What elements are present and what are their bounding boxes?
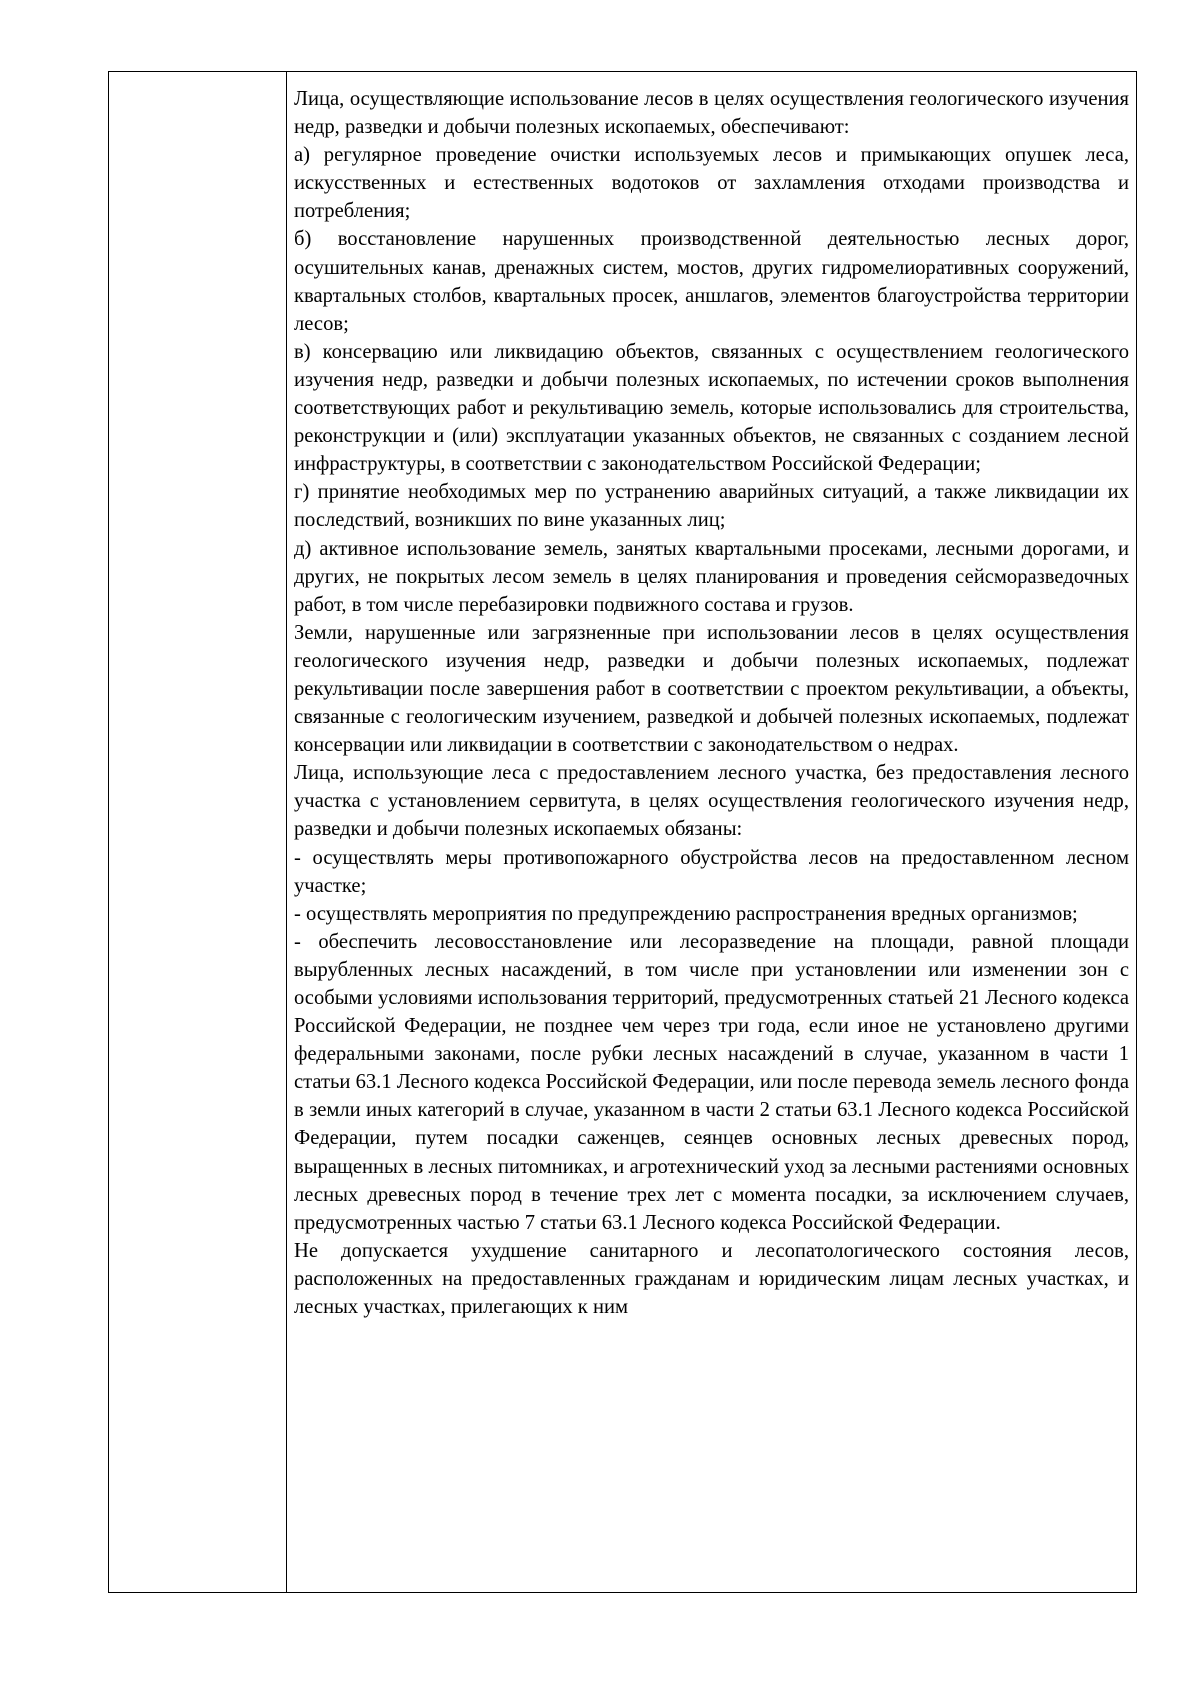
paragraph-obligations: Лица, использующие леса с предоставлением лесного участка, без предоставления лесного участка с установлением сервитута, в целях осуществления геологического изучения недр, разведки и добычи полезных ископаемых обязаны:: [294, 762, 1129, 841]
document-table: [108, 71, 1137, 1593]
paragraph-sanitary: Не допускается ухудшение санитарного и лесопатологического состояния лесов, расположенных на предоставленных гражданам и юридическим лицам лесных участках, и лесных участках, прилегающих к ним: [294, 1239, 1129, 1319]
bullet-reforestation: - обеспечить лесовосстановление или лесоразведение на площади, равной площади вырубленных лесных насаждений, в том числе при установлении или изменении зон с особыми условиями использования территорий, предусмотренных статьей 21 Лесного кодекса Российской Федерации, не позднее чем через три года, если иное не установлено другими федеральными законами, после рубки лесных насаждений в случае, указанном в части 1 статьи 63.1 Лесного кодекса Российской Федерации, или после перевода земель лесного фонда в земли иных категорий в случае, указанном в части 2 статьи 63.1 Лесного кодекса Российской Федерации, путем посадки саженцев, сеянцев основных лесных древесных пород, выращенных в лесных питомниках, и агротехнический уход за лесными растениями основных лесных древесных пород в течение трех лет с момента посадки, за исключением случаев, предусмотренных частью 7 статьи 63.1 Лесного кодекса Российской Федерации.: [294, 930, 1129, 1234]
paragraph-recultivation: Земли, нарушенные или загрязненные при использовании лесов в целях осуществления геологического изучения недр, разведки и добычи полезных ископаемых, подлежат рекультивации после завершения работ в соответствии с проектом рекультивации, а объекты, связанные с геологическим изучением, разведкой и добычей полезных ископаемых, подлежат консервации или ликвидации в соответствии с законодательством о недрах.: [294, 621, 1129, 757]
bullet-fire-safety: - осуществлять меры противопожарного обустройства лесов на предоставленном лесном участке;: [294, 846, 1129, 897]
list-item-v: в) консервацию или ликвидацию объектов, связанных с осуществлением геологического изучения недр, разведки и добычи полезных ископаемых, по истечении сроков выполнения соответствующих работ и рекультивацию земель, которые использовались для строительства, реконструкции и (или) эксплуатации указанных объектов, не связанных с созданием лесной инфраструктуры, в соответствии с законодательством Российской Федерации;: [294, 340, 1129, 476]
table-content-cell: [287, 72, 1136, 1592]
bullet-pest-prevention: - осуществлять мероприятия по предупреждению распространения вредных организмов;: [294, 902, 1078, 925]
list-item-g: г) принятие необходимых мер по устранению аварийных ситуаций, а также ликвидации их последствий, возникших по вине указанных лиц;: [294, 481, 1129, 532]
list-item-a: а) регулярное проведение очистки используемых лесов и примыкающих опушек леса, искусственных и естественных водотоков от захламления отходами производства и потребления;: [294, 144, 1129, 223]
paragraph-intro: Лица, осуществляющие использование лесов в целях осуществления геологического изучения недр, разведки и добычи полезных ископаемых, обеспечивают:: [294, 88, 1129, 139]
list-item-d: д) активное использование земель, занятых квартальными просеками, лесными дорогами, и других, не покрытых лесом земель в целях планирования и проведения сейсморазведочных работ, в том числе перебазировки подвижного состава и грузов.: [294, 537, 1129, 616]
list-item-b: б) восстановление нарушенных производственной деятельностью лесных дорог, осушительных канав, дренажных систем, мостов, других гидромелиоративных сооружений, квартальных столбов, квартальных просек, аншлагов, элементов благоустройства территории лесов;: [294, 228, 1129, 335]
table-left-cell: [109, 72, 287, 1592]
